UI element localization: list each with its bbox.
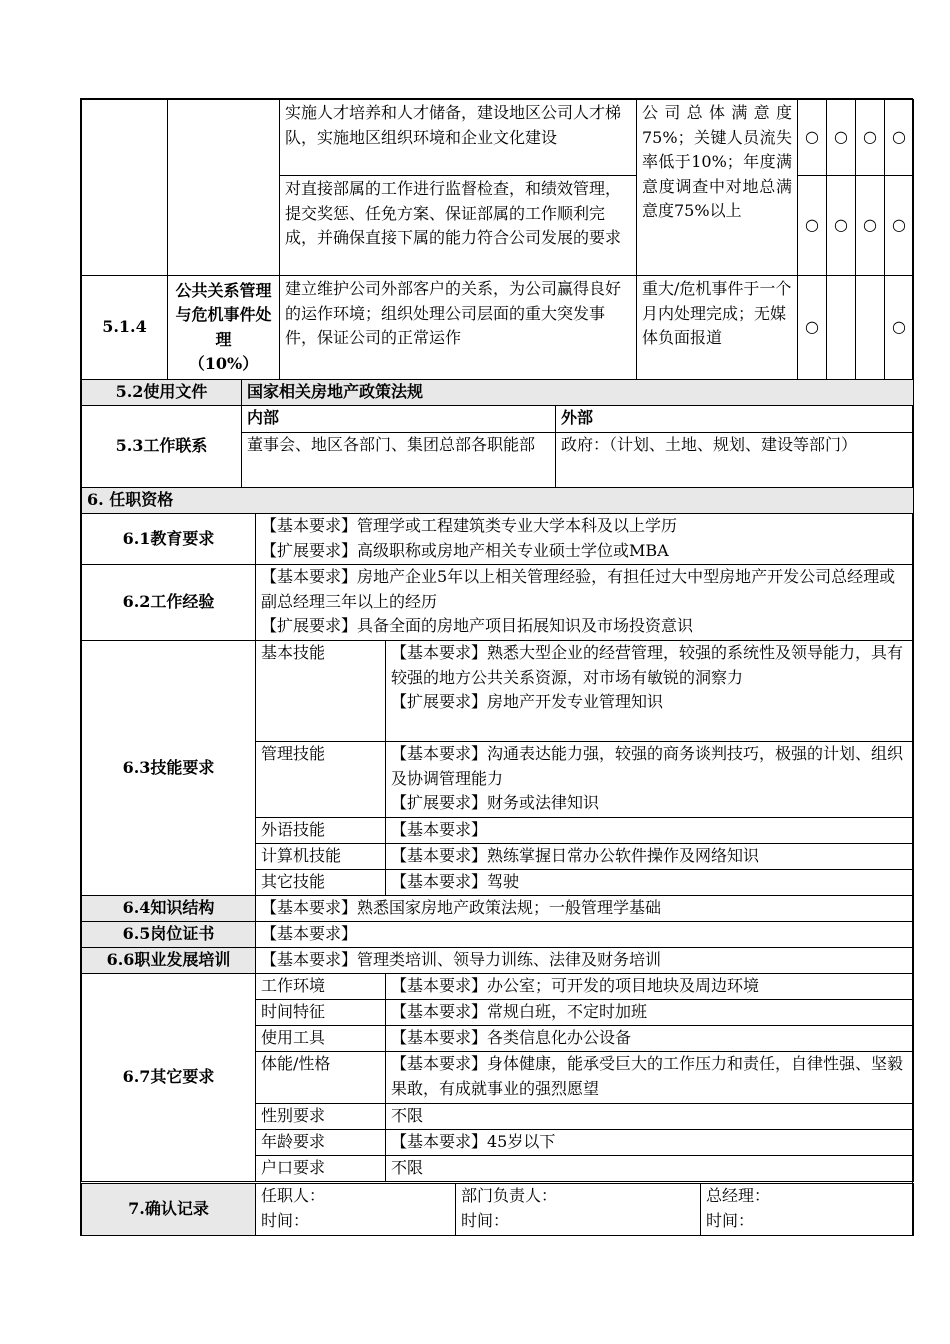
rating-circle: ○ [827, 100, 856, 176]
exp-label: 6.2工作经验 [82, 565, 256, 641]
documents-contacts-table [81, 379, 914, 488]
exp-value [256, 565, 914, 641]
other-value: 【基本要求】45岁以下 [386, 1130, 914, 1156]
gm-label: 总经理： [706, 1186, 771, 1205]
holder-signature [256, 1184, 456, 1236]
item-title [168, 276, 280, 380]
skill-name: 计算机技能 [256, 844, 386, 870]
other-name: 时间特征 [256, 1000, 386, 1026]
knowledge-label: 6.4知识结构 [82, 896, 256, 922]
external-header: 外部 [556, 405, 914, 432]
rating-circle: ○ [856, 100, 885, 176]
skill-ext: 【扩展要求】财务或法律知识 [391, 793, 600, 812]
other-value: 不限 [386, 1156, 914, 1182]
gm-time: 时间： [706, 1210, 755, 1230]
edu-basic: 【基本要求】管理学或工程建筑类专业大学本科及以上学历 [261, 516, 678, 535]
skill-name: 外语技能 [256, 818, 386, 844]
item-title-text: 公共关系管理与危机事件处理 [175, 280, 272, 349]
skill-value [386, 641, 914, 742]
other-value: 【基本要求】常规白班，不定时加班 [386, 1000, 914, 1026]
other-value: 【基本要求】各类信息化办公设备 [386, 1026, 914, 1052]
standard-text: 重大/危机事件于一个月内处理完成；无媒体负面报道 [637, 276, 798, 380]
internal-header: 内部 [242, 405, 556, 432]
edu-value [256, 514, 914, 565]
item-code: 5.1.4 [82, 276, 168, 380]
skill-basic: 【基本要求】熟悉大型企业的经营管理，较强的系统性及领导能力，具有较强的地方公共关系资源，对市场有敏锐的洞察力 [391, 643, 904, 687]
task-text: 实施人才培养和人才储备，建设地区公司人才梯队，实施地区组织环境和企业文化建设 [280, 100, 637, 176]
qualification-table [81, 487, 914, 1182]
other-name: 体能/性格 [256, 1052, 386, 1104]
skill-value: 【基本要求】 [386, 818, 914, 844]
rating-empty [827, 276, 856, 380]
confirm-label: 7.确认记录 [82, 1184, 256, 1236]
rating-circle: ○ [798, 276, 827, 380]
rating-circle: ○ [885, 176, 914, 276]
dept-time: 时间： [461, 1210, 510, 1230]
rating-circle: ○ [856, 176, 885, 276]
sec52-label: 5.2使用文件 [82, 380, 242, 406]
edu-label: 6.1教育要求 [82, 514, 256, 565]
other-value: 【基本要求】身体健康，能承受巨大的工作压力和责任，自律性强、坚毅果敢，有成就事业的强烈愿望 [386, 1052, 914, 1104]
sec52-value: 国家相关房地产政策法规 [242, 380, 914, 406]
rating-circle: ○ [827, 176, 856, 276]
task-text: 对直接部属的工作进行监督检查，和绩效管理，提交奖惩、任免方案、保证部属的工作顺利完成，并确保直接下属的能力符合公司发展的要求 [280, 176, 637, 276]
rating-circle: ○ [798, 176, 827, 276]
other-name: 户口要求 [256, 1156, 386, 1182]
other-name: 年龄要求 [256, 1130, 386, 1156]
rating-empty [856, 276, 885, 380]
cert-value: 【基本要求】 [256, 922, 914, 948]
standard-text: 公司总体满意度75%；关键人员流失率低于10%；年度满意度调查中对地总满意度75%以上 [637, 100, 798, 276]
training-value: 【基本要求】管理类培训、领导力训练、法律及财务培训 [256, 948, 914, 974]
skill-value [386, 742, 914, 818]
dept-label: 部门负责人： [461, 1186, 558, 1205]
skill-basic: 【基本要求】沟通表达能力强，较强的商务谈判技巧，极强的计划、组织及协调管理能力 [391, 744, 904, 788]
rating-circle: ○ [798, 100, 827, 176]
edu-ext: 【扩展要求】高级职称或房地产相关专业硕士学位或MBA [261, 540, 669, 560]
dept-signature [456, 1184, 701, 1236]
skill-name: 其它技能 [256, 870, 386, 896]
training-label: 6.6职业发展培训 [82, 948, 256, 974]
holder-label: 任职人： [261, 1186, 326, 1205]
responsibility-table [81, 99, 914, 380]
holder-time: 时间： [261, 1210, 310, 1230]
cell-blank-title [168, 100, 280, 276]
sec53-label: 5.3工作联系 [82, 405, 242, 487]
other-name: 性别要求 [256, 1104, 386, 1130]
other-value: 【基本要求】办公室；可开发的项目地块及周边环境 [386, 974, 914, 1000]
cert-label: 6.5岗位证书 [82, 922, 256, 948]
gm-signature [701, 1184, 914, 1236]
cell-blank-code [82, 100, 168, 276]
sec6-title: 6. 任职资格 [82, 488, 914, 514]
skill-value: 【基本要求】熟练掌握日常办公软件操作及网络知识 [386, 844, 914, 870]
other-name: 工作环境 [256, 974, 386, 1000]
skill-name: 管理技能 [256, 742, 386, 818]
other-name: 使用工具 [256, 1026, 386, 1052]
task-text: 建立维护公司外部客户的关系，为公司赢得良好的运作环境；组织处理公司层面的重大突发事件，保证公司的正常运作 [280, 276, 637, 380]
rating-circle: ○ [885, 276, 914, 380]
exp-ext: 【扩展要求】具备全面的房地产项目拓展知识及市场投资意识 [261, 616, 694, 635]
skill-name: 基本技能 [256, 641, 386, 742]
exp-basic: 【基本要求】房地产企业5年以上相关管理经验，有担任过大中型房地产开发公司总经理或副总经理三年以上的经历 [261, 567, 896, 611]
confirmation-table [81, 1183, 914, 1236]
item-weight: （10%） [188, 354, 259, 373]
other-label: 6.7其它要求 [82, 974, 256, 1182]
rating-circle: ○ [885, 100, 914, 176]
skill-ext: 【扩展要求】房地产开发专业管理知识 [391, 692, 664, 711]
external-contacts: 政府：（计划、土地、规划、建设等部门） [556, 432, 914, 487]
other-value: 不限 [386, 1104, 914, 1130]
skill-label: 6.3技能要求 [82, 641, 256, 896]
internal-contacts: 董事会、地区各部门、集团总部各职能部 [242, 432, 556, 487]
skill-value: 【基本要求】驾驶 [386, 870, 914, 896]
knowledge-value: 【基本要求】熟悉国家房地产政策法规；一般管理学基础 [256, 896, 914, 922]
